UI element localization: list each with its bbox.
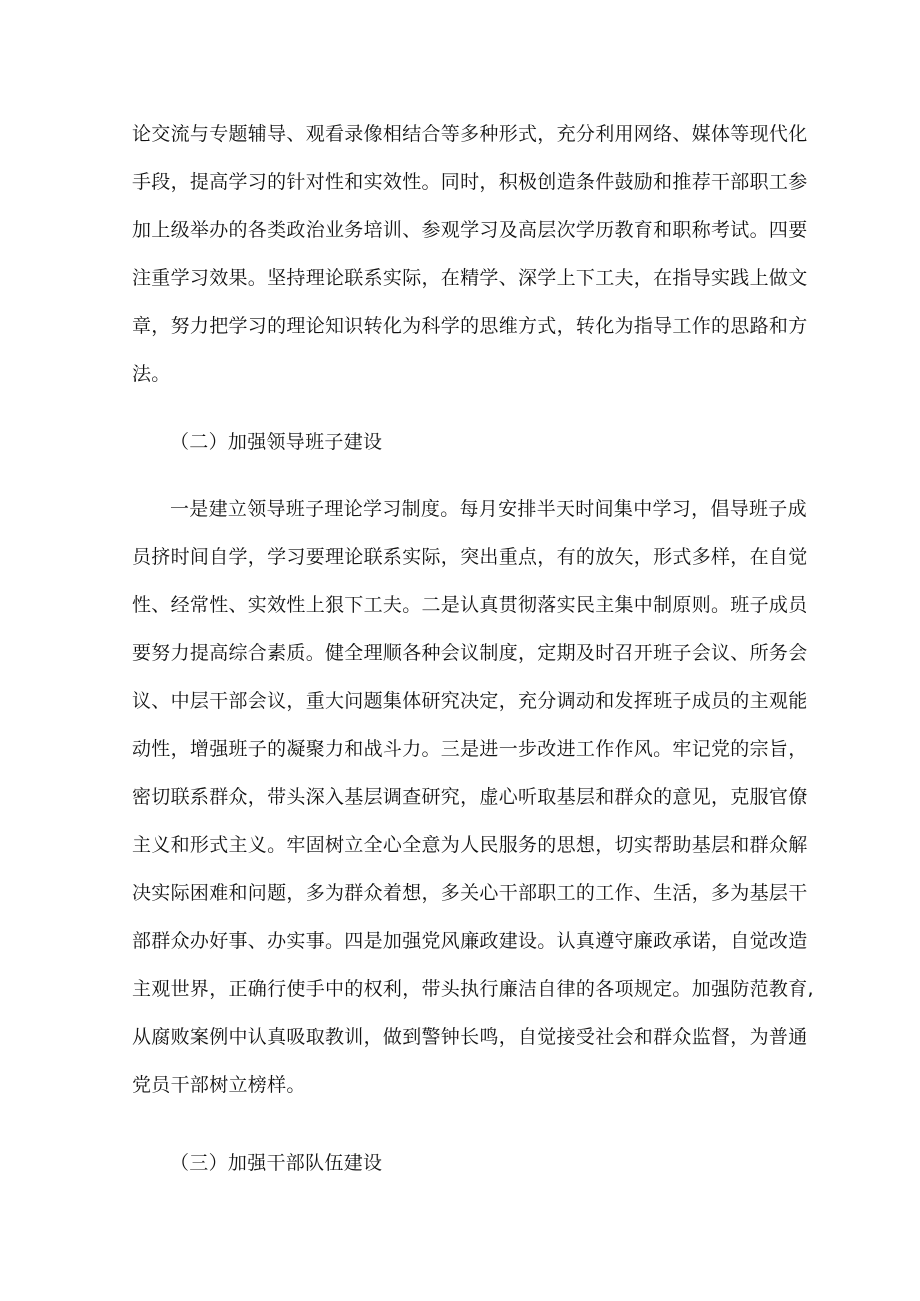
para2-line-3: 性、经常性、实效性上狠下工夫。二是认真贯彻落实民主集中制原则。班子成员	[132, 594, 808, 616]
para2-line-13: 党员干部树立榜样。	[132, 1074, 306, 1096]
para2-line-8: 主义和形式主义。牢固树立全心全意为人民服务的思想，切实帮助基层和群众解	[132, 834, 808, 856]
para1-line-1: 论交流与专题辅导、观看录像相结合等多种形式，充分利用网络、媒体等现代化	[132, 123, 808, 145]
section-heading-3: （三）加强干部队伍建设	[170, 1152, 383, 1174]
para2-line-9: 决实际困难和问题，多为群众着想，多关心干部职工的工作、生活，多为基层干	[132, 882, 808, 904]
para2-line-12: 从腐败案例中认真吸取教训，做到警钟长鸣，自觉接受社会和群众监督，为普通	[132, 1026, 808, 1048]
para2-line-10: 部群众办好事、办实事。四是加强党风廉政建设。认真遵守廉政承诺，自觉改造	[132, 930, 808, 952]
para2-line-2: 员挤时间自学，学习要理论联系实际，突出重点，有的放矢，形式多样，在自觉	[132, 546, 808, 568]
para2-line-11: 主观世界，正确行使手中的权利，带头执行廉洁自律的各项规定。加强防范教育,	[132, 978, 814, 1000]
para1-line-5: 章，努力把学习的理论知识转化为科学的思维方式，转化为指导工作的思路和方	[132, 315, 808, 337]
para1-line-2: 手段，提高学习的针对性和实效性。同时，积极创造条件鼓励和推荐干部职工参	[132, 171, 808, 193]
para1-line-3: 加上级举办的各类政治业务培训、参观学习及高层次学历教育和职称考试。四要	[132, 219, 808, 241]
para2-line-7: 密切联系群众，带头深入基层调查研究，虚心听取基层和群众的意见，克服官僚	[132, 786, 808, 808]
para2-line-6: 动性，增强班子的凝聚力和战斗力。三是进一步改进工作作风。牢记党的宗旨，	[132, 738, 808, 760]
section-heading-2: （二）加强领导班子建设	[170, 431, 383, 453]
para2-line-4: 要努力提高综合素质。健全理顺各种会议制度，定期及时召开班子会议、所务会	[132, 642, 808, 664]
para2-line-5: 议、中层干部会议，重大问题集体研究决定，充分调动和发挥班子成员的主观能	[132, 690, 808, 712]
para2-line-1: 一是建立领导班子理论学习制度。每月安排半天时间集中学习，倡导班子成	[170, 498, 807, 520]
para1-line-6: 法。	[132, 363, 171, 385]
para1-line-4: 注重学习效果。坚持理论联系实际，在精学、深学上下工夫，在指导实践上做文	[132, 267, 808, 289]
